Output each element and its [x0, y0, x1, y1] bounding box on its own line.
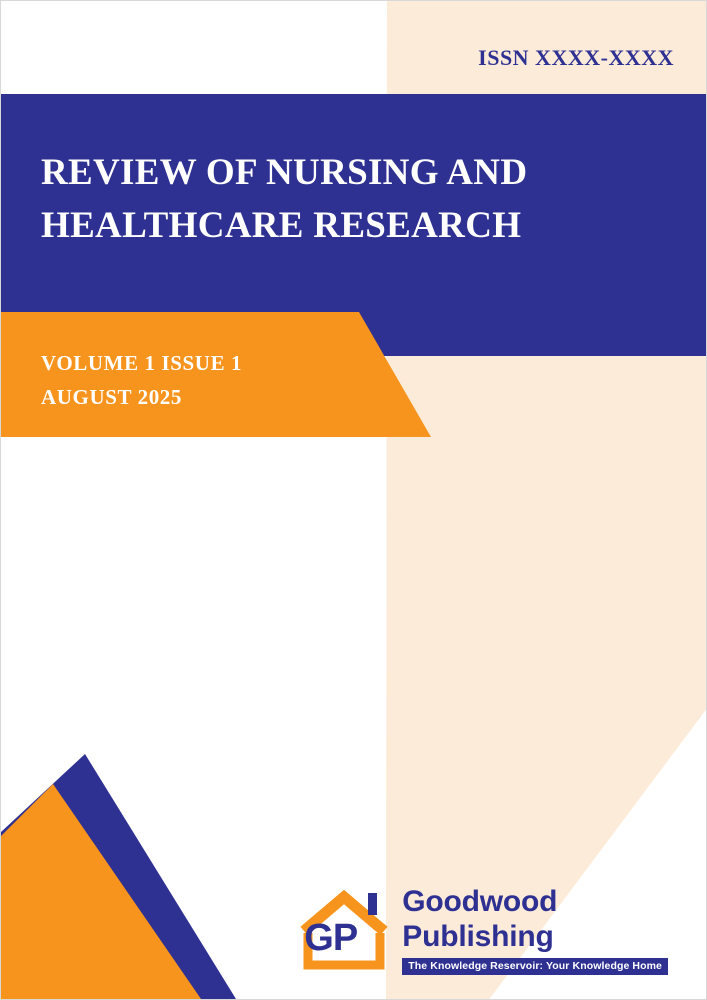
corner-orange-shape: [1, 784, 201, 999]
publisher-name-block: [402, 885, 668, 975]
house-icon: [294, 887, 394, 973]
issn-label: ISSN XXXX-XXXX: [478, 45, 674, 70]
volume-issue-block: [41, 346, 242, 414]
publisher-name-line2: Publishing: [402, 920, 554, 954]
publisher-logo: [294, 885, 668, 975]
issue-date-label: AUGUST 2025: [41, 385, 182, 410]
publisher-tagline: The Knowledge Reservoir: Your Knowledge Home: [402, 958, 668, 975]
publisher-name-line1: Goodwood: [402, 885, 558, 919]
logo-monogram: GP: [304, 917, 358, 960]
volume-issue-label: VOLUME 1 ISSUE 1: [41, 351, 243, 375]
journal-title: REVIEW OF NURSING AND HEALTHCARE RESEARCH: [41, 152, 528, 247]
